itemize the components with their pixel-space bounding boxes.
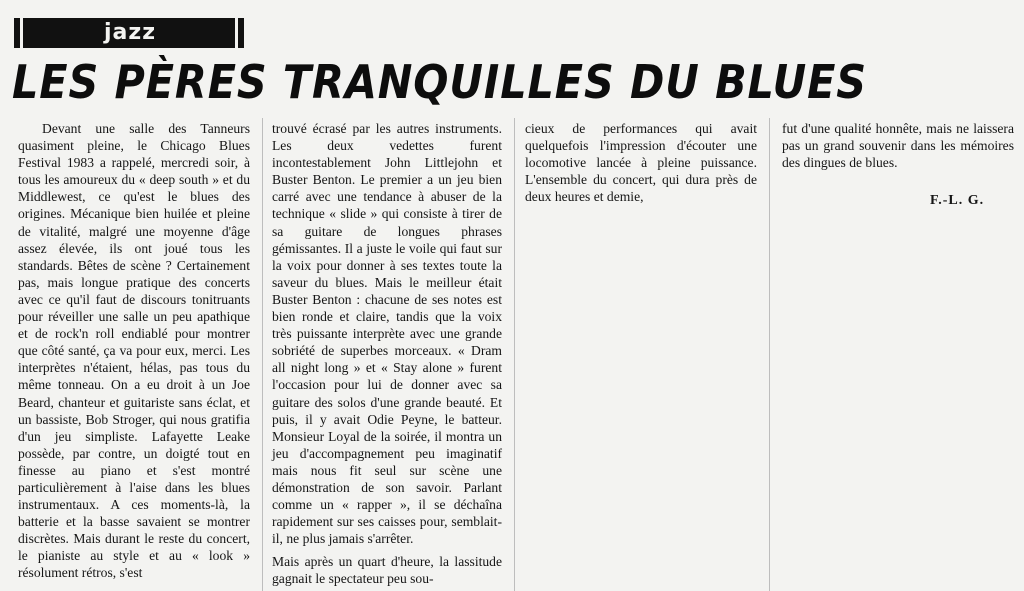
article-headline: LES PÈRES TRANQUILLES DU BLUES [12,55,867,109]
article-column-4 [782,120,1014,171]
article-column-2 [272,120,502,588]
author-signature: F.-L. G. [930,193,985,208]
rubric-right-mark [235,18,238,48]
paragraph: fut d'une qualité honnête, mais ne laissera pas un grand souvenir dans les mémoires des dingues de blues. [782,121,1014,171]
paragraph: cieux de performances qui avait quelquefois l'impression d'écouter une locomotive lancée à pleine puissance. L'ensemble du concert, qui dura près de deux heures et demie, [525,121,757,205]
paragraph: Devant une salle des Tanneurs quasiment pleine, le Chicago Blues Festival 1983 a rappelé, mercredi soir, à tous les amoureux du « deep south » et du Middlewest, ce qu'est le blues des origines. Mécanique bien huilée et pleine de vitalité, malgré une moyenne d'âge assez élevée, ils ont joué tous les standards. Bêtes de scène ? Certainement pas, mais longue pratique des concerts avec ce qu'il faut de discours tonitruants pour réveiller une salle un peu apathique et de rock'n roll endiablé pour montrer que côté santé, ça va pour eux, merci. Les interprètes n'étaient, hélas, pas tous du même tonneau. On a eu droit à un Joe Beard, chanteur et guitariste sans éclat, et un bassiste, Bob Stroger, qui nous gratifia d'un jeu simpliste. Lafayette Leake possède, par contre, un doigté tout en finesse au piano et s'est montré particulièrement à l'aise dans les blues instrumentaux. A ces moments-là, la batterie et la basse savaient se montrer discrètes. Mais durant le reste du concert, le pianiste au style et au « look » résolument rétros, s'est [18,121,250,581]
article-column-1 [18,120,250,582]
paragraph: trouvé écrasé par les autres instruments. Les deux vedettes furent incontestablement John Littlejohn et Buster Benton. Le premier a un jeu bien carré avec une tendance à abuser de la technique « slide » qui consiste à tirer de sa guitare de longues phrases gémissantes. Il a juste le voile qui faut sur la voix pour donner à ses textes toute la saveur du blues. Mais le meilleur était Buster Benton : chacune de ses notes est bien ronde et claire, tandis que la voix très puissante interprète avec une grande sobriété de superbes morceaux. « Dram all night long » et « Stay alone » furent l'occasion pour lui de donner avec sa guitare des solos d'une grande beauté. Et puis, il y avait Odie Peyne, le batteur. Monsieur Loyal de la soirée, il montra un jeu d'accompagnement peu imaginatif mais nous fit seul sur scène une démonstration de son savoir. Parlant comme un « rapper », il se déchaîna rapidement sur ses caisses pour, semblait-il, ne plus jamais s'arrêter. [272,121,502,547]
rubric-banner [14,18,244,48]
paragraph: Mais après un quart d'heure, la lassitude gagnait le spectateur peu sou- [272,554,502,587]
rubric-label: jazz [104,20,156,45]
column-divider [769,118,770,591]
rubric-left-mark [20,18,23,48]
column-divider [514,118,515,591]
column-divider [262,118,263,591]
article-column-3 [525,120,757,205]
